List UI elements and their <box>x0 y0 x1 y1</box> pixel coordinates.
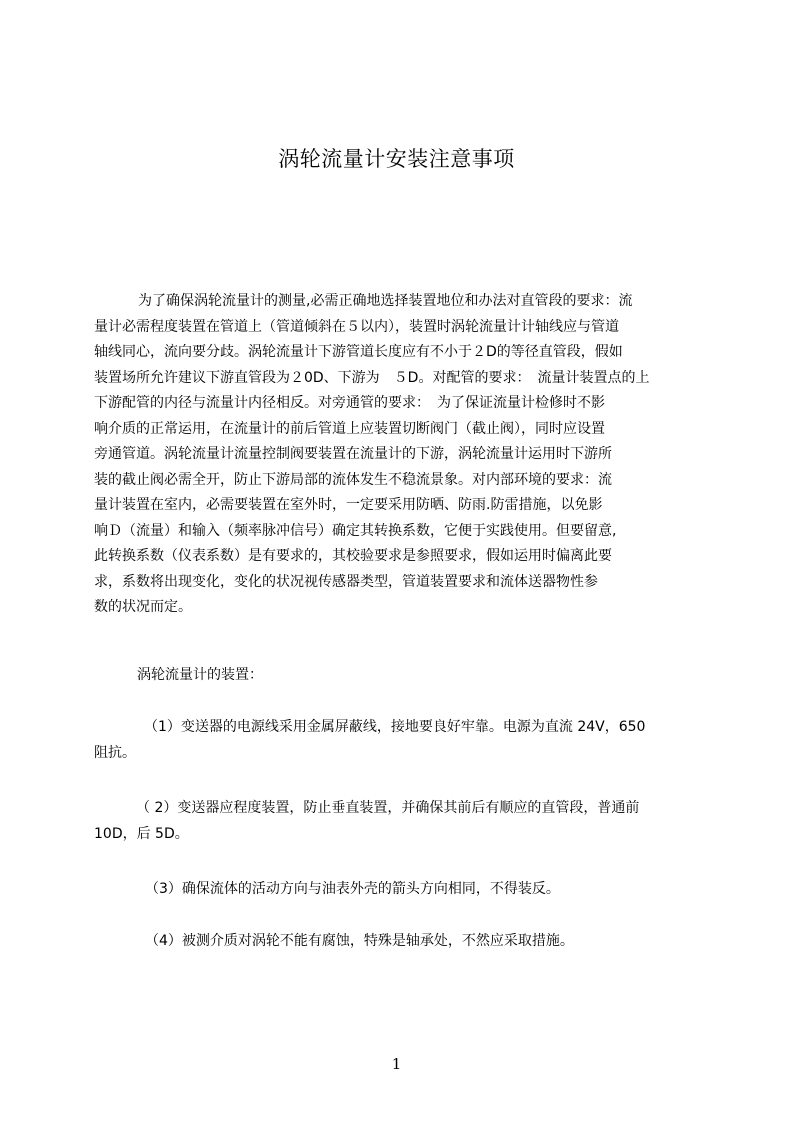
item-line: （3）确保流体的活动方向与油表外壳的箭头方向相同，不得装反。 <box>145 881 560 897</box>
item-line: 阻抗。 <box>94 744 136 761</box>
item-line: （1）变送器的电源线采用金属屏蔽线，接地要良好牢靠。电源为直流 24V，650 <box>144 719 646 735</box>
install-item-1 <box>94 715 709 766</box>
paragraph-line: 轴线同心，流向要分歧。涡轮流量计下游管道长度应有不小于２D的等径直管段，假如 <box>94 344 623 360</box>
page-number: 1 <box>391 1055 402 1073</box>
document-title: 涡轮流量计安装注意事项 <box>278 147 515 171</box>
install-item-3 <box>94 877 709 903</box>
paragraph-line: 旁通管道。涡轮流量计流量控制阀要装置在流量计的下游，涡轮流量计运用时下游所 <box>94 446 612 462</box>
paragraph-line: 为了确保涡轮流量计的测量,必需正确地选择装置地位和办法对直管段的要求：流 <box>138 293 633 309</box>
paragraph-line: 数的状况而定。 <box>94 599 192 615</box>
install-item-2 <box>94 796 709 847</box>
main-paragraph <box>94 289 704 621</box>
paragraph-line: 装的截止阀必需全开，防止下游局部的流体发生不稳流景象。对内部环境的要求：流 <box>94 471 612 488</box>
item-line: （4）被测介质对涡轮不能有腐蚀，特殊是轴承处，不然应采取措施。 <box>145 933 574 949</box>
paragraph-line: 量计必需程度装置在管道上（管道倾斜在５以内），装置时涡轮流量计计轴线应与管道 <box>94 318 619 335</box>
install-heading: 涡轮流量计的装置： <box>137 667 263 683</box>
paragraph-line: 量计装置在室内，必需要装置在室外时，一定要采用防晒、防雨.防雷措施，以免影 <box>94 497 603 513</box>
paragraph-line: 此转换系数（仪表系数）是有要求的，其校验要求是参照要求，假如运用时偏离此要 <box>94 548 612 564</box>
paragraph-line: 装置场所允许建议下游直管段为２0D、下游为 ５D。对配管的要求： 流量计装置点的上 <box>94 369 650 386</box>
item-line: 10D，后 5D。 <box>94 825 189 842</box>
paragraph-line: 响介质的正常运用，在流量计的前后管道上应装置切断阀门（截止阀），同时应设置 <box>94 420 605 437</box>
paragraph-line: 下游配管的内径与流量计内径相反。对旁通管的要求： 为了保证流量计检修时不影 <box>94 395 605 411</box>
paragraph-line: 响Ｄ（流量）和输入（频率脉冲信号）确定其转换系数，它便于实践使用。但要留意, <box>94 522 617 539</box>
paragraph-line: 求，系数将出现变化，变化的状况视传感器类型，管道装置要求和流体送器物性参 <box>94 573 598 590</box>
item-line: （ 2）变送器应程度装置，防止垂直装置，并确保其前后有顺应的直管段，普通前 <box>136 800 640 816</box>
install-item-4 <box>94 929 709 955</box>
